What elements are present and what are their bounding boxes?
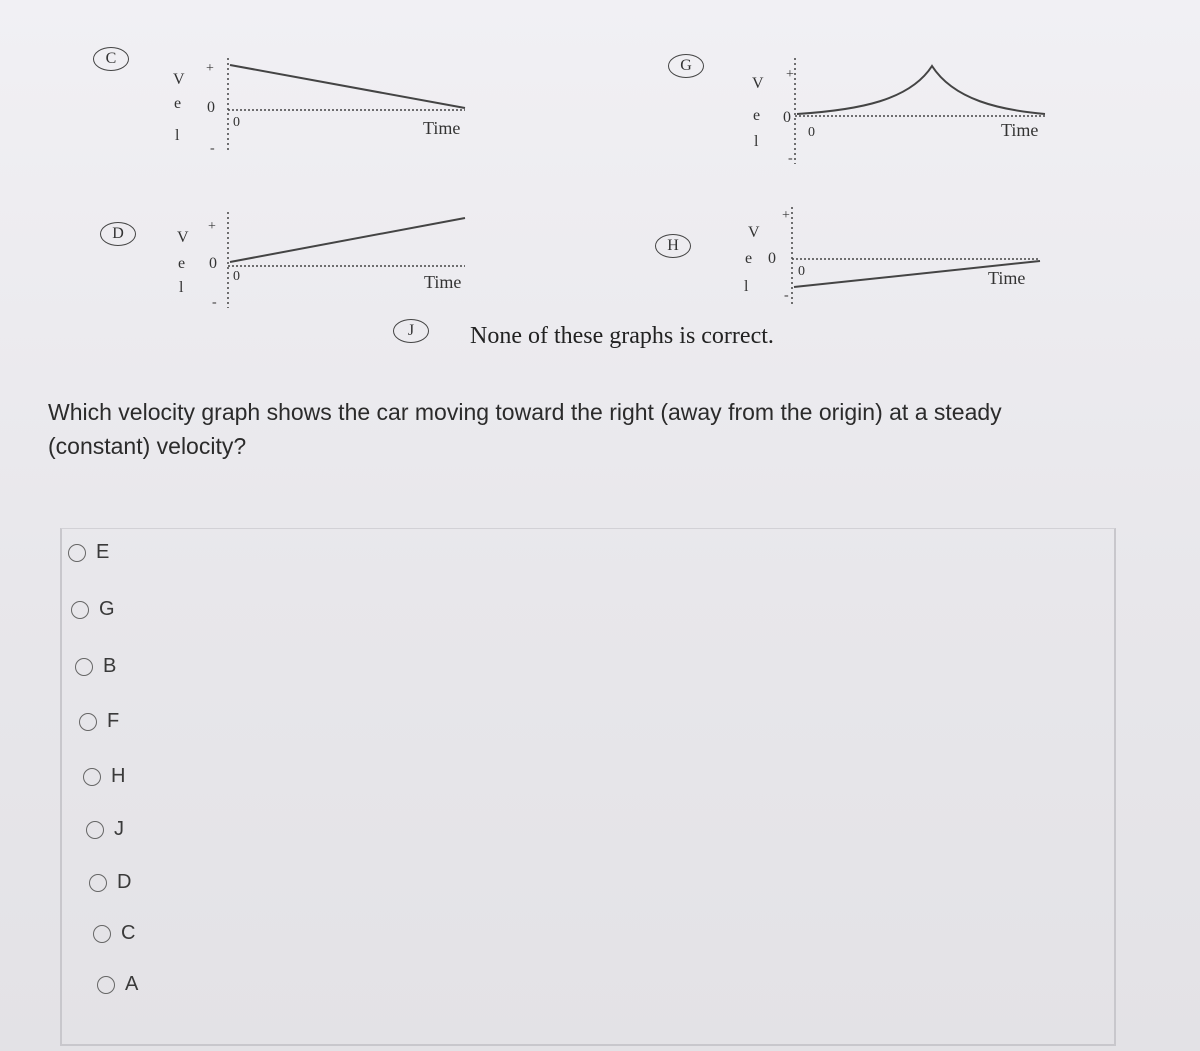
graph-d-letter: D <box>100 222 136 246</box>
radio-button[interactable] <box>75 658 93 676</box>
option-j-text: None of these graphs is correct. <box>470 323 774 349</box>
answer-option-c[interactable] <box>93 922 135 945</box>
graph-g-zero: 0 <box>783 109 791 126</box>
graph-c-time-label: Time <box>423 118 461 138</box>
answer-label: B <box>103 655 117 677</box>
answer-option-f[interactable] <box>79 710 119 733</box>
graph-g-axis-e: e <box>753 107 761 124</box>
graph-d-minus: - <box>212 295 217 310</box>
graph-g-axis-l: l <box>754 133 759 150</box>
graph-h-plus: + <box>782 208 790 223</box>
graph-g-time-label: Time <box>1001 120 1039 140</box>
graph-g-axis-v: V <box>752 75 764 92</box>
graph-h-letter: H <box>655 234 691 258</box>
graph-c-axis-v: V <box>173 71 185 88</box>
answer-label: D <box>117 871 132 893</box>
graph-c-axis-e: e <box>174 95 182 112</box>
radio-button[interactable] <box>83 768 101 786</box>
graph-c-minus: - <box>210 141 215 156</box>
graph-h-axis-l: l <box>744 278 749 295</box>
answer-option-b[interactable] <box>75 655 116 678</box>
graph-c-origin: 0 <box>233 115 240 130</box>
graph-d-plus: + <box>208 219 216 234</box>
question-text: Which velocity graph shows the car moving toward the right (away from the origin) at a steady (constant) velocity? <box>48 399 1002 459</box>
answer-label: F <box>107 710 120 732</box>
answer-label: A <box>125 973 139 995</box>
answer-option-d[interactable] <box>89 871 131 894</box>
answer-label: E <box>96 541 110 563</box>
answer-options-panel <box>60 528 1116 1046</box>
graph-d-axis-v: V <box>177 229 189 246</box>
graph-h-axes <box>792 207 1040 305</box>
graph-h-minus: - <box>784 288 789 303</box>
answer-label: G <box>99 598 115 620</box>
graph-h-time-label: Time <box>988 268 1026 288</box>
answer-option-h[interactable] <box>83 765 125 788</box>
answer-option-a[interactable] <box>97 973 138 996</box>
radio-button[interactable] <box>71 601 89 619</box>
radio-button[interactable] <box>97 976 115 994</box>
graph-h-axis-e: e <box>745 250 753 267</box>
answer-option-e[interactable] <box>68 541 109 564</box>
graph-c-zero: 0 <box>207 99 215 116</box>
answer-label: J <box>114 818 124 840</box>
answer-option-j[interactable] <box>86 818 124 841</box>
graph-d-axis-e: e <box>178 255 186 272</box>
radio-button[interactable] <box>93 925 111 943</box>
radio-button[interactable] <box>79 713 97 731</box>
graph-h-origin: 0 <box>798 264 805 279</box>
radio-button[interactable] <box>86 821 104 839</box>
graph-g-line <box>797 66 1045 114</box>
graph-d-axes <box>228 212 465 308</box>
graph-g-plus: + <box>786 67 794 82</box>
graph-h-axis-v: V <box>748 224 760 241</box>
answer-option-g[interactable] <box>71 598 115 621</box>
radio-button[interactable] <box>68 544 86 562</box>
radio-button[interactable] <box>89 874 107 892</box>
graph-d-axis-l: l <box>179 279 184 296</box>
graph-c-line <box>230 65 465 108</box>
graph-d-origin: 0 <box>233 269 240 284</box>
graph-d-line <box>230 218 465 262</box>
option-j-letter: J <box>393 319 429 343</box>
graph-g-letter: G <box>668 54 704 78</box>
graph-d-time-label: Time <box>424 272 462 292</box>
graph-c-axis-l: l <box>175 127 180 144</box>
graph-d-zero: 0 <box>209 255 217 272</box>
answer-label: H <box>111 765 126 787</box>
graph-c-letter: C <box>93 47 129 71</box>
graph-g-minus: - <box>788 151 793 166</box>
graph-g-origin: 0 <box>808 125 815 140</box>
graph-c <box>80 40 640 190</box>
graph-g <box>640 40 1200 190</box>
graph-c-plus: + <box>206 61 214 76</box>
answer-label: C <box>121 922 136 944</box>
graph-h-zero: 0 <box>768 250 776 267</box>
